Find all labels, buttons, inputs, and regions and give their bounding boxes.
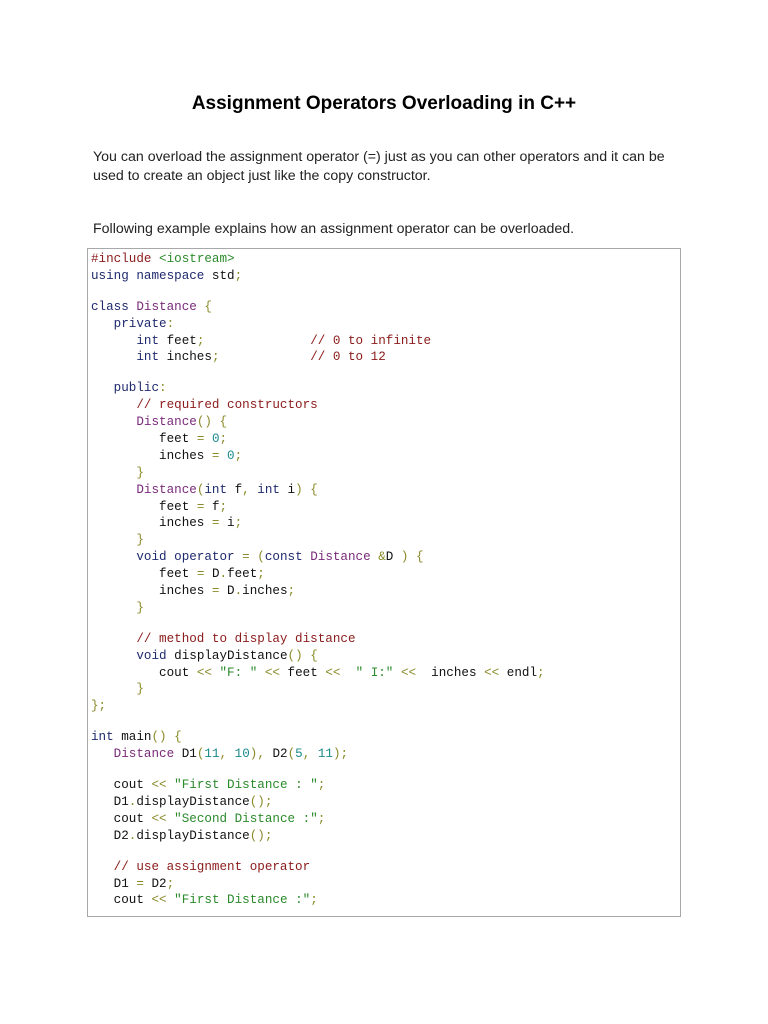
code-line [91,600,545,617]
code-token: = [196,499,212,514]
code-line [91,532,545,549]
code-token: = [211,516,228,531]
code-token: } [91,682,144,697]
code-token: f [211,499,220,514]
code-token: ; [219,432,228,447]
code-token: = [136,876,152,891]
code-line [91,729,545,746]
code-token: . [128,794,137,809]
code-token: "F: " [219,665,265,680]
code-token: // 0 to 12 [310,350,386,365]
code-token: feet [227,567,258,582]
code-token: ; [234,516,243,531]
code-line [91,499,545,516]
code-token: = [211,584,228,599]
code-listing [91,251,545,909]
code-token: // required constructors [91,398,318,413]
code-token: . [234,584,243,599]
code-line [91,845,545,859]
code-line [91,763,545,777]
code-token: ) { [295,482,318,497]
code-token: ; [287,584,296,599]
code-line [91,482,545,499]
code-token: // 0 to infinite [310,333,432,348]
code-token: D1 [181,747,197,762]
code-token: int [91,333,167,348]
code-token: ; [166,876,175,891]
code-token: const [264,550,311,565]
code-token: int [91,350,167,365]
code-token: cout [91,811,152,826]
code-line [91,549,545,566]
code-token: feet [287,665,326,680]
code-token: : [166,316,175,331]
code-token: ), [249,747,273,762]
code-token: int [204,482,235,497]
code-token: () { [151,730,182,745]
code-block [87,248,681,917]
code-line [91,876,545,893]
code-line [91,715,545,729]
code-token: inches [166,350,212,365]
code-token: inches [91,516,212,531]
code-token: ( [196,747,205,762]
code-token: int [91,730,122,745]
code-token: inches [431,665,485,680]
code-token: ; [317,778,326,793]
code-token: class [91,299,137,314]
code-token: . [128,828,137,843]
page-title: Assignment Operators Overloading in C++ [191,93,577,114]
code-token [204,334,310,348]
code-token: " I:" [355,665,401,680]
code-token: f [234,482,243,497]
code-token: D2 [151,876,167,891]
code-token: cout [91,893,152,908]
code-token: D [211,567,220,582]
code-token: . [219,567,228,582]
code-token: = [196,432,212,447]
code-token: } [91,600,144,615]
code-token: << [484,665,507,680]
code-token: }; [91,699,107,714]
code-token: 5 [295,747,303,762]
code-token: D1 [91,794,129,809]
code-token: <iostream> [159,252,235,266]
code-token: ); [332,747,349,762]
code-token: Distance [310,550,379,565]
code-token: i [227,516,235,531]
code-token: displayDistance [174,648,288,663]
code-token: feet [91,499,197,514]
code-line [91,794,545,811]
code-token: D2 [272,747,288,762]
code-line [91,681,545,698]
code-line [91,566,545,583]
code-token: ) { [400,550,424,565]
code-token: 0 [227,448,235,463]
code-line [91,892,545,909]
code-token: ; [234,448,243,463]
code-token: << [264,665,288,680]
intro-paragraph: You can overload the assignment operator (=) just as you can other operators and it can be used to create an object just like the copy constructor. [93,149,665,184]
code-token: // use assignment operator [91,859,311,874]
code-token: feet [166,333,197,348]
code-token: } [91,465,144,480]
code-token: D [227,584,235,599]
code-token: public [91,381,160,396]
code-token: feet [91,567,197,582]
code-token: ( [287,747,296,762]
code-token: () { [287,648,318,663]
code-token: displayDistance [136,828,250,843]
code-token: 0 [211,432,220,447]
code-token: inches [91,584,212,599]
code-line [91,333,545,350]
code-line [91,251,545,268]
code-token: , [219,747,235,762]
code-token: 11 [204,747,220,762]
code-token: ; [257,567,265,582]
code-line [91,811,545,828]
code-line [91,349,545,366]
code-line [91,380,545,397]
code-token: displayDistance [136,794,250,809]
code-token: feet [91,432,197,447]
code-line [91,299,545,316]
code-line [91,397,545,414]
code-token: Distance [91,415,197,430]
code-token: "First Distance : " [174,778,318,793]
code-token: void operator [91,550,243,565]
code-token: = ( [242,550,265,565]
code-token: // method to display distance [91,631,356,646]
code-token: << [151,778,175,793]
code-token: << [325,665,356,680]
code-token: using namespace [91,268,212,283]
code-line [91,698,545,715]
code-line [91,859,545,876]
code-token: (); [249,828,273,843]
code-token: main [121,730,152,745]
code-line [91,285,545,299]
code-line [91,828,545,845]
code-token: private [91,316,167,331]
code-token: () { [196,415,228,430]
code-token: << [151,893,175,908]
code-token: Distance [91,747,182,762]
code-token: ; [219,499,228,514]
code-token: std [211,268,235,283]
code-token: ; [211,350,220,365]
code-token: << [151,811,175,826]
code-line [91,448,545,465]
code-token: ( [196,482,205,497]
code-token: ; [317,811,326,826]
code-line [91,583,545,600]
example-intro-paragraph: Following example explains how an assignment operator can be overloaded. [93,221,575,237]
code-token: ; [196,333,205,348]
code-line [91,746,545,763]
code-line [91,617,545,631]
code-token: : [159,381,167,396]
code-token: Distance [136,299,205,314]
code-token: = [211,448,228,463]
code-token: D [385,550,401,565]
code-token: << [196,665,220,680]
code-token: "First Distance :" [174,893,311,908]
code-token: int [257,482,288,497]
code-token: 11 [317,747,333,762]
code-token: << [400,665,432,680]
code-token: #include [91,252,160,266]
code-token: & [378,550,386,565]
code-line [91,631,545,648]
code-line [91,648,545,665]
code-token: ; [537,665,545,680]
code-token: = [196,567,212,582]
code-token [220,350,311,364]
code-token: void [91,648,175,663]
code-token: , [302,747,318,762]
code-token: { [204,299,212,314]
code-token: D2 [91,828,129,843]
code-token: endl [506,665,537,680]
code-token: ; [310,893,318,908]
code-token: , [242,482,258,497]
code-token: ; [234,268,243,283]
code-line [91,465,545,482]
code-token: inches [242,584,288,599]
code-token: cout [91,778,152,793]
code-token: "Second Distance :" [174,811,318,826]
code-token: i [287,482,296,497]
code-token: inches [91,448,212,463]
code-line [91,268,545,285]
code-token: } [91,533,144,548]
code-token: 10 [234,747,250,762]
code-line [91,431,545,448]
code-line [91,366,545,380]
code-token: Distance [91,482,197,497]
code-line [91,665,545,682]
code-line [91,515,545,532]
code-line [91,414,545,431]
code-line [91,316,545,333]
code-token: (); [249,794,273,809]
code-token: cout [91,665,197,680]
code-line [91,777,545,794]
code-token: D1 [91,876,137,891]
